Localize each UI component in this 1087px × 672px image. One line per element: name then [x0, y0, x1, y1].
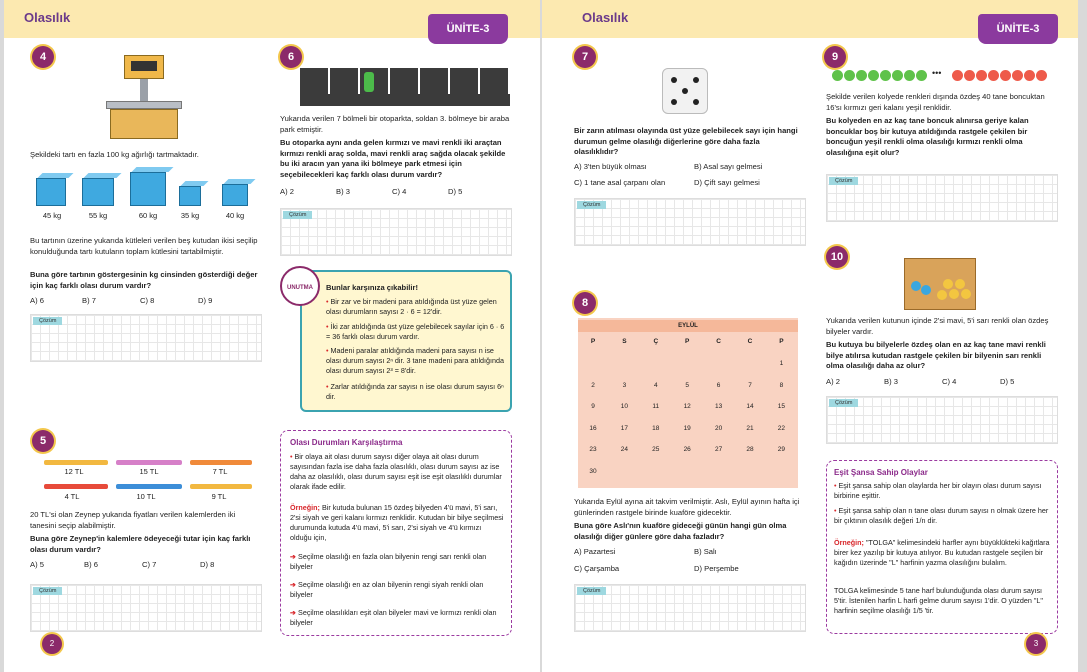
q5-option-d[interactable]: D) 8: [200, 560, 215, 569]
calendar-day-header: P: [779, 338, 784, 345]
calendar-day-header: C: [716, 338, 721, 345]
calendar-day-header: C: [747, 338, 753, 345]
compare-result-1-text: Seçilme olasılığı en fazla olan bilyenin rengi sarı renkli olan bilyeler: [290, 552, 487, 571]
pencil-12tl: [44, 460, 108, 465]
q4-text1: Şekildeki tartı en fazla 100 kg ağırlığı tartmaktadır.: [30, 150, 199, 159]
calendar-day: 11: [652, 403, 660, 410]
q10-option-b[interactable]: B) 3: [884, 377, 898, 386]
dice-image: [662, 68, 708, 114]
pencil-9tl: [190, 484, 252, 489]
compare-result-3-text: Seçilme olasılıkları eşit olan bilyeler mavi ve kırmızı renkli olan bilyeler: [290, 608, 497, 627]
q4-option-b[interactable]: B) 7: [82, 296, 96, 305]
q5-cozum-label: Çözüm: [33, 587, 62, 595]
left-page: [4, 0, 540, 672]
unutma-bullet-2: • İki zar atıldığında üst yüze gelebilecek sayılar için 6 · 6 = 36 farklı olası durum vardır.: [326, 322, 506, 342]
compare-result-1: ➔ Seçilme olasılığı en fazla olan bilyenin rengi sarı renkli olan bilyeler: [290, 552, 487, 571]
calendar-day: 17: [620, 424, 628, 432]
pencil-10tl: [116, 484, 182, 489]
calendar-day-header: S: [622, 338, 627, 345]
q4-question: Buna göre tartının göstergesinin kg cinsinden gösterdiği değer için kaç farklı olası durum vardır?: [30, 270, 258, 290]
calendar-day: 16: [589, 424, 597, 432]
q6-option-b[interactable]: B) 3: [336, 187, 350, 196]
unutma-bullet-4: • Zarlar atıldığında zar sayısı n ise olası durum sayısı 6ⁿ dir.: [326, 382, 506, 402]
q4-number: 4: [32, 46, 54, 68]
right-unit-tab: ÜNİTE-3: [978, 14, 1058, 44]
q7-solution-grid[interactable]: [574, 198, 806, 246]
calendar-day: 25: [652, 446, 660, 453]
q6-number: 6: [280, 46, 302, 68]
q5-solution-grid[interactable]: [30, 584, 262, 632]
calendar-day: 30: [589, 467, 597, 475]
q6-text1: Yukarıda verilen 7 bölmeli bir otoparkta, soldan 3. bölmeye bir araba park etmiştir.: [280, 114, 510, 134]
q5-number: 5: [32, 430, 54, 452]
calendar-day-header: Ç: [653, 338, 659, 345]
equal-title: Eşit Şansa Sahip Olaylar: [834, 468, 928, 477]
pencil-15tl: [116, 460, 182, 465]
calendar-day: 14: [746, 403, 754, 410]
compare-result-2: ➔ Seçilme olasılığı en az olan bilyenin rengi siyah renkli olan bilyeler: [290, 580, 484, 599]
q8-number: 8: [574, 292, 596, 314]
q4-option-d[interactable]: D) 9: [198, 296, 213, 305]
compare-result-3: ➔ Seçilme olasılıkları eşit olan bilyeler mavi ve kırmızı renkli olan bilyeler: [290, 608, 497, 627]
q6-cozum-label: Çözüm: [283, 211, 312, 219]
q6-option-c[interactable]: C) 4: [392, 187, 407, 196]
q6-option-d[interactable]: D) 5: [448, 187, 463, 196]
q5-option-b[interactable]: B) 6: [84, 560, 98, 569]
q9-question: Bu kolyeden en az kaç tane boncuk alınırsa geriye kalan boncuklar boş bir kutuya atıldığında rastgele çekilen bir boncuğun yeşil renkli olma olasılığı kırmızı renkli olma olasılığına eşit olur?: [826, 116, 1029, 157]
unutma-badge: UNUTMA: [280, 266, 320, 306]
compare-example-text: Bir kutuda bulunan 15 özdeş bilyeden 4'ü mavi, 5'i sarı, 2'si siyah ve geri kalanı kırmızı renklidir. Kutudan bir bilye seçilmesi durumunda kutuda 4'ü mavi, 5'i sarı, 2'si siyah ve 4'ü kırmızı olduğu için,: [290, 503, 504, 542]
calendar-day: 4: [653, 381, 658, 389]
price-4: 4 TL: [64, 492, 80, 501]
q10-options: [826, 377, 1046, 386]
q10-option-a[interactable]: A) 2: [826, 377, 840, 386]
calendar-day: 19: [683, 424, 691, 432]
compare-paragraph: • Bir olaya ait olası durum sayısı diğer olaya ait olası durum sayısından fazla ise daha fazla olasılıklı, olası durum sayısı az ise daha az olasılıklı, olası durum sayısı eşit ise eşit olasılıklı durumlar olarak ifade edilir.: [290, 452, 504, 492]
q4-cozum-label: Çözüm: [33, 317, 62, 325]
q5-text1: 20 TL'si olan Zeynep yukarıda fiyatları verilen kalemlerden iki tanesini seçip alabilmiştir.: [30, 510, 236, 530]
q7-number: 7: [574, 46, 596, 68]
compare-title: Olası Durumları Karşılaştırma: [290, 438, 403, 447]
q9-number: 9: [824, 46, 846, 68]
q7-option-d[interactable]: D) Çift sayı gelmesi: [694, 178, 760, 187]
equal-example-text: "TOLGA" kelimesindeki harfler aynı büyüklükteki kağıtlara birer kez yazılıp bir kutuya atılıyor. Bu kutudan rastgele seçilen bir kağıdın üzerinde "L" harfinin yazma olasılığını bulalım.: [834, 538, 1050, 567]
q6-options: [280, 187, 490, 196]
q7-option-c[interactable]: C) 1 tane asal çarpanı olan: [574, 178, 666, 187]
box-label-3: 60 kg: [138, 211, 158, 220]
calendar-day: 26: [683, 446, 691, 453]
calendar-day: 6: [716, 381, 721, 389]
price-12: 12 TL: [64, 467, 84, 476]
calendar-day: 28: [746, 446, 754, 453]
marble-box-image: [904, 258, 976, 310]
price-7: 7 TL: [212, 467, 228, 476]
q4-option-c[interactable]: C) 8: [140, 296, 155, 305]
necklace-image: •••: [832, 70, 1052, 84]
compare-example: [290, 503, 504, 543]
q10-cozum-label: Çözüm: [829, 399, 858, 407]
right-page: [542, 0, 1078, 672]
pencil-4tl: [44, 484, 108, 489]
calendar-day: 24: [620, 446, 628, 453]
q4-text2: Bu tartının üzerine yukarıda kütleleri verilen beş kutudan ikisi seçilip konulduğunda tartı kutuların toplam kütlesini tartabilmiştir.: [30, 236, 258, 256]
equal-example-label: Örneğin;: [834, 538, 864, 547]
q10-option-c[interactable]: C) 4: [942, 377, 957, 386]
q10-number: 10: [826, 246, 848, 268]
q8-question: Buna göre Aslı'nın kuaföre gideceği günün hangi gün olma olasılığı diğer günlere göre daha fazladır?: [574, 521, 787, 541]
right-header-title: Olasılık: [582, 10, 629, 25]
q7-option-b[interactable]: B) Asal sayı gelmesi: [694, 162, 763, 171]
calendar-day: 15: [777, 403, 785, 410]
left-page-number: 2: [42, 634, 62, 654]
calendar-day: 12: [683, 403, 691, 410]
price-15: 15 TL: [139, 467, 159, 476]
q9-text1: Şekilde verilen kolyede renkleri dışında özdeş 40 tane boncuktan 16'sı kırmızı geri kalanı yeşil renklidir.: [826, 92, 1045, 112]
box-55: [82, 178, 114, 206]
compare-example-label: Örneğin;: [290, 503, 320, 512]
unutma-bullet-1: • Bir zar ve bir madeni para atıldığında üst yüze gelen olası durumların sayısı 2 · 6 = 12'dir.: [326, 297, 506, 317]
calendar-month: EYLÜL: [578, 320, 798, 332]
q6-solution-grid[interactable]: [280, 208, 512, 256]
left-header-title: Olasılık: [24, 10, 71, 25]
calendar-day: 1: [779, 360, 784, 367]
calendar-day: 9: [591, 403, 595, 410]
calendar-day: 18: [652, 424, 660, 432]
calendar-day: 2: [591, 381, 595, 389]
calendar-day: 23: [589, 446, 597, 453]
scale-image: [104, 55, 184, 140]
parking-lot-image: [300, 68, 510, 106]
box-35: [179, 186, 201, 206]
equal-example: [834, 538, 1052, 568]
price-10: 10 TL: [136, 492, 156, 501]
calendar-day-header: P: [685, 338, 690, 345]
box-60: [130, 172, 166, 206]
calendar-day: 20: [714, 424, 723, 432]
calendar-day-header: P: [590, 338, 596, 345]
q5-option-a[interactable]: A) 5: [30, 560, 44, 569]
q6-question: Bu otoparka aynı anda gelen kırmızı ve mavi renkli iki araçtan kırmızı renkli araç solda, mavi renkli araç sağda olacak şekilde bu iki aracın yan yana iki bölmeye park etmesi için seçebilecekleri kaç farklı olası durum vardır?: [280, 138, 506, 179]
q10-option-d[interactable]: D) 5: [1000, 377, 1015, 386]
q10-solution-grid[interactable]: [826, 396, 1058, 444]
calendar-day: 10: [620, 403, 628, 410]
q7-question: Bir zarın atılması olayında üst yüze gelebilecek sayı için hangi durumun gelme olasılığı diğerlerine göre daha fazla olasılıklıdır?: [574, 126, 798, 156]
q8-cozum-label: Çözüm: [577, 587, 606, 595]
equal-paragraph: TOLGA kelimesinde 5 tane harf bulunduğunda olası durum sayısı 5'tir. İstenilen harfin L harfi gelme durum sayısı 1'dir. O yüzden "L" harfinin seçilme olasılığı 1/5 'tir.: [834, 586, 1043, 615]
compare-result-2-text: Seçilme olasılığı en az olan bilyenin rengi siyah renkli olan bilyeler: [290, 580, 484, 599]
unutma-title: Bunlar karşınıza çıkabilir!: [326, 283, 419, 292]
q4-option-a[interactable]: A) 6: [30, 296, 44, 305]
price-9: 9 TL: [211, 492, 227, 501]
equal-bullet-1: • Eşit şansa sahip olan olaylarda her bir olayın olası durum sayısı birbirine eşittir.: [834, 481, 1052, 501]
box-label-5: 40 kg: [225, 211, 245, 220]
q5-options: [30, 560, 230, 569]
q8-option-c[interactable]: C) Çarşamba: [574, 564, 620, 573]
calendar-day: 5: [685, 381, 689, 389]
equal-bullet-2: • Eşit şansa sahip olan n tane olası durum sayısı n olmak üzere her bir çıktının olasılık değeri 1/n dir.: [834, 506, 1052, 526]
q4-options: [30, 296, 230, 305]
pencil-7tl: [190, 460, 252, 465]
q8-text1: Yukarıda Eylül ayına ait takvim verilmiştir. Aslı, Eylül ayının hafta içi günlerinden rastgele birinde kuaföre gidecektir.: [574, 497, 800, 517]
q9-cozum-label: Çözüm: [829, 177, 858, 185]
q8-option-a[interactable]: A) Pazartesi: [574, 547, 616, 556]
q5-option-c[interactable]: C) 7: [142, 560, 157, 569]
box-label-4: 35 kg: [180, 211, 200, 220]
q7-option-a[interactable]: A) 3'ten büyük olması: [574, 162, 647, 171]
box-40: [222, 184, 248, 206]
calendar-day: 29: [777, 446, 785, 453]
q8-solution-grid[interactable]: [574, 584, 806, 632]
calendar-day: 3: [622, 381, 627, 389]
calendar-day: 7: [748, 381, 752, 389]
calendar-day: 21: [746, 424, 754, 432]
q9-solution-grid[interactable]: [826, 174, 1058, 222]
calendar-day: 13: [714, 403, 723, 410]
calendar-day: 8: [779, 381, 784, 389]
q7-cozum-label: Çözüm: [577, 201, 606, 209]
q8-option-b[interactable]: B) Salı: [694, 547, 717, 556]
q8-option-d[interactable]: D) Perşembe: [694, 564, 739, 573]
box-45: [36, 178, 66, 206]
right-page-number: 3: [1026, 634, 1046, 654]
left-unit-tab: ÜNİTE-3: [428, 14, 508, 44]
q6-option-a[interactable]: A) 2: [280, 187, 294, 196]
q4-solution-grid[interactable]: [30, 314, 262, 362]
box-label-2: 55 kg: [88, 211, 108, 220]
calendar-day: 22: [777, 424, 785, 432]
q5-question: Buna göre Zeynep'in kalemlere ödeyeceği tutar için kaç farklı olası durum vardır?: [30, 534, 251, 554]
unutma-bullet-3: • Madeni paralar atıldığında madeni para sayısı n ise olası durum sayısı 2ⁿ dir. 3 tane madeni para atıldığında olası durum sayısı 2³ = 8'dir.: [326, 346, 506, 376]
q10-text1: Yukarıda verilen kutunun içinde 2'si mavi, 5'i sarı renkli olan özdeş bilyeler vardır.: [826, 316, 1049, 336]
q10-question: Bu kutuya bu bilyelerle özdeş olan en az kaç tane mavi renkli bilye atılırsa kutudan rastgele çekilen bir bilyenin sarı renkli olma olasılığı daha az olur?: [826, 340, 1046, 370]
box-label-1: 45 kg: [42, 211, 62, 220]
calendar-day: 27: [714, 446, 723, 453]
